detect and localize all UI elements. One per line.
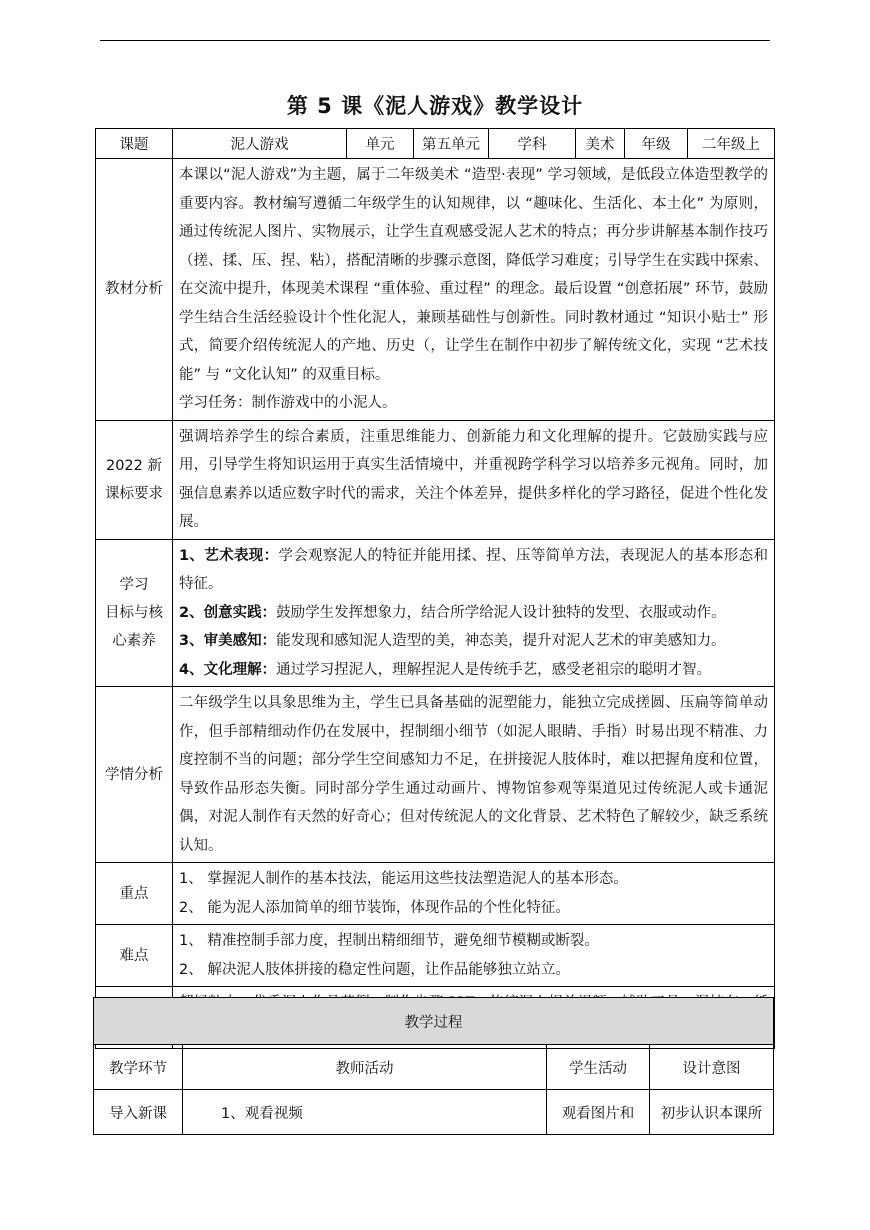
objective-text: 学会观察泥人的特征并能用揉、捏、压等简单方法，表现泥人的基本形态和特征。 bbox=[179, 547, 768, 592]
material-analysis-cell bbox=[173, 159, 775, 421]
table-row bbox=[96, 420, 775, 539]
stage-cell: 导入新课 bbox=[94, 1090, 183, 1135]
curriculum-label-line2: 课标要求 bbox=[105, 485, 163, 502]
curriculum-text: 强调培养学生的综合素质，注重思维能力、创新能力和文化理解的提升。它鼓励实践与应用，引导学生将知识运用于真实生活情境中，并重视跨学科学习以培养多元视角。同时，加强信息素养以适应数字时代的需求，关注个体差异，提供多样化的学习路径，促进个性化发展。 bbox=[173, 420, 775, 539]
objectives-label bbox=[96, 539, 173, 687]
curriculum-label-line1: 2022 新 bbox=[105, 457, 162, 474]
student-analysis-text: 二年级学生以具象思维为主，学生已具备基础的泥塑能力，能独立完成搓圆、压扁等简单动作，但手部精细动作仍在发展中，捏制细小细节（如泥人眼睛、手指）时易出现不精准、力度控制不当的问题；部分学生空间感知力不足，在拼接泥人肢体时，难以把握角度和位置，导致作品形态失衡。同时部分学生通过动画片、博物馆参观等渠道见过传统泥人或卡通泥偶，对泥人制作有天然的好奇心；但对传统泥人的文化背景、艺术特色了解较少，缺乏系统认知。 bbox=[173, 687, 775, 863]
topic-value: 泥人游戏 bbox=[173, 129, 347, 159]
table-row bbox=[94, 998, 774, 1045]
page-title: 第 5 课《泥人游戏》教学设计 bbox=[286, 94, 584, 118]
design-intent-cell: 初步认识本课所 bbox=[650, 1090, 774, 1135]
header-teacher-activity: 教师活动 bbox=[183, 1045, 547, 1090]
process-title: 教学过程 bbox=[94, 998, 774, 1045]
student-activity-cell: 观看图片和 bbox=[547, 1090, 650, 1135]
table-row bbox=[96, 539, 775, 687]
objective-head: 3、审美感知： bbox=[179, 633, 277, 649]
objectives-label-line3: 心素养 bbox=[112, 632, 156, 649]
objective-text: 通过学习捏泥人，理解捏泥人是传统手艺，感受老祖宗的聪明才智。 bbox=[276, 661, 712, 678]
student-analysis-label: 学情分析 bbox=[96, 687, 173, 863]
table-row bbox=[96, 129, 775, 159]
topic-label: 课题 bbox=[96, 129, 173, 159]
objective-item bbox=[179, 627, 768, 656]
table-row bbox=[96, 925, 775, 987]
objective-text: 能发现和感知泥人造型的美，神态美，提升对泥人艺术的审美感知力。 bbox=[276, 633, 726, 649]
objectives-label-line2: 目标与核 bbox=[105, 604, 163, 621]
table-row bbox=[96, 687, 775, 863]
header-student-activity: 学生活动 bbox=[547, 1045, 650, 1090]
unit-value: 第五单元 bbox=[414, 129, 489, 159]
objective-item bbox=[179, 599, 768, 628]
subject-value: 美术 bbox=[576, 129, 625, 159]
difficulties-label: 难点 bbox=[96, 925, 173, 987]
objective-head: 1、艺术表现： bbox=[179, 547, 279, 564]
difficulties-cell bbox=[173, 925, 775, 987]
lesson-info-table bbox=[95, 128, 775, 1049]
objective-text: 鼓励学生发挥想象力，结合所学给泥人设计独特的发型、衣服或动作。 bbox=[276, 604, 726, 621]
table-row bbox=[96, 159, 775, 421]
objectives-cell bbox=[173, 539, 775, 687]
header-design-intent: 设计意图 bbox=[650, 1045, 774, 1090]
learning-task-text: 学习任务：制作游戏中的小泥人。 bbox=[179, 395, 397, 411]
material-analysis-label: 教材分析 bbox=[96, 159, 173, 421]
table-row bbox=[94, 1090, 774, 1135]
table-row bbox=[96, 863, 775, 925]
objective-head: 2、创意实践： bbox=[179, 604, 277, 621]
material-analysis-text: 本课以“泥人游戏”为主题，属于二年级美术 “造型·表现” 学习领域，是低段立体造型教学的重要内容。教材编写遵循二年级学生的认知规律，以 “趣味化、生活化、本土化” 为原则，通过传统泥人图片、实物展示，让学生直观感受泥人艺术的特点；再分步讲解基本制作技巧（搓、揉、压、捏、粘），搭配清晰的步骤示意图，降低学习难度；引导学生在实践中探索、在交流中提升，体现美术课程 “重体验、重过程” 的理念。最后设置 “创意拓展” 环节，鼓励学生结合生活经验设计个性化泥人，兼顾基础性与创新性。同时教材通过 “知识小贴士” 形式，简要介绍传统泥人的产地、历史（，让学生在制作中初步了解传统文化，实现 “艺术技能” 与 “文化认知” 的双重目标。 bbox=[179, 167, 768, 383]
key-points-cell bbox=[173, 863, 775, 925]
unit-label: 单元 bbox=[347, 129, 414, 159]
grade-label: 年级 bbox=[625, 129, 688, 159]
table-header-row bbox=[94, 1045, 774, 1090]
key-points-label: 重点 bbox=[96, 863, 173, 925]
header-stage: 教学环节 bbox=[94, 1045, 183, 1090]
objective-head: 4、文化理解： bbox=[179, 661, 277, 678]
difficulty-item: 1、 精准控制手部力度，捏制出精细细节，避免细节模糊或断裂。 bbox=[179, 933, 599, 949]
header-rule bbox=[100, 40, 770, 41]
teaching-process-table bbox=[93, 997, 774, 1135]
objectives-label-line1: 学习 bbox=[119, 576, 149, 593]
key-point-item: 2、 能为泥人添加简单的细节装饰，体现作品的个性化特征。 bbox=[179, 899, 570, 916]
objective-item bbox=[179, 656, 768, 685]
teacher-activity-cell: 1、观看视频 bbox=[183, 1090, 547, 1135]
grade-value: 二年级上 bbox=[688, 129, 775, 159]
subject-label: 学科 bbox=[489, 129, 576, 159]
key-point-item: 1、 掌握泥人制作的基本技法，能运用这些技法塑造泥人的基本形态。 bbox=[179, 871, 628, 887]
curriculum-label bbox=[96, 420, 173, 539]
objective-item bbox=[179, 542, 768, 599]
difficulty-item: 2、 解决泥人肢体拼接的稳定性问题，让作品能够独立站立。 bbox=[179, 961, 570, 978]
